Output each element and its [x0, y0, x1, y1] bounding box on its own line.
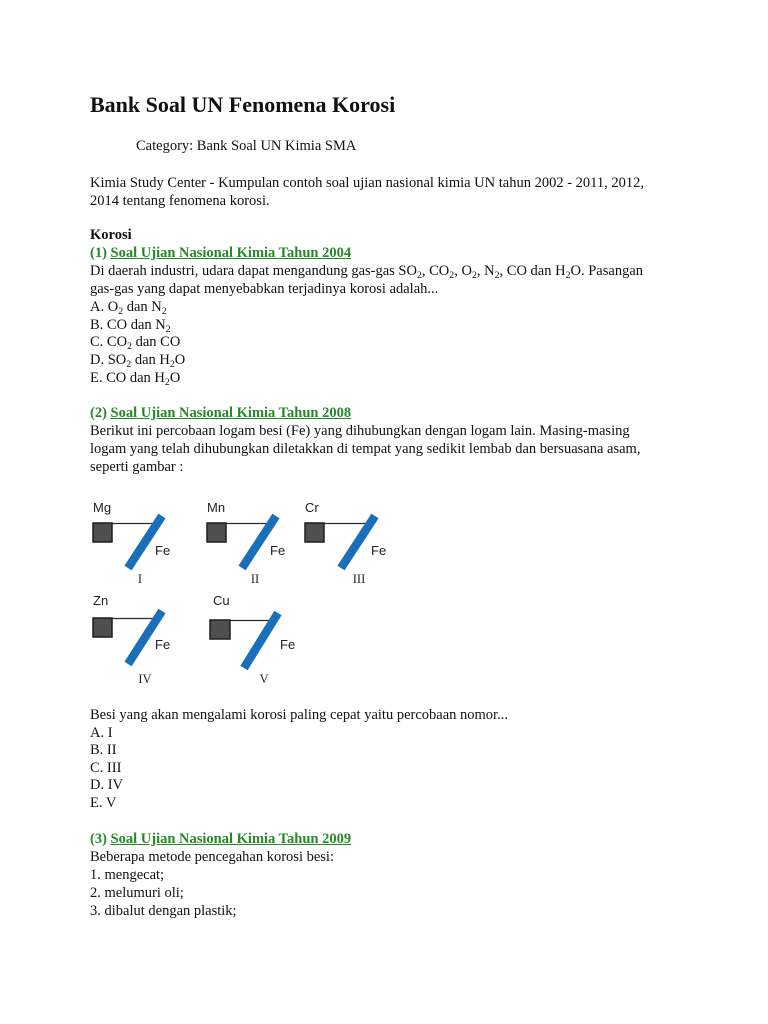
- question-number: (1): [90, 244, 107, 261]
- text-run: , O: [454, 262, 472, 279]
- list-item: 1. mengecat;: [90, 866, 165, 883]
- question-2-stem-line: seperti gambar :: [90, 458, 184, 475]
- subscript: 2: [565, 269, 571, 281]
- answer-option: C. III: [90, 759, 122, 776]
- subscript: 2: [127, 341, 132, 353]
- intro-line: Kimia Study Center - Kumpulan contoh soal ujian nasional kimia UN tahun 2002 - 2011, 2012,: [90, 175, 645, 191]
- text-run: Di daerah industri, udara dapat mengandung gas-gas SO: [90, 262, 417, 279]
- text-run: , N: [476, 262, 495, 279]
- answer-option: B. II: [90, 742, 117, 759]
- iron-label: Fe: [371, 543, 387, 558]
- question-1-stem-line: [90, 263, 643, 281]
- metal-block: [93, 618, 112, 637]
- answer-option: [90, 334, 643, 352]
- iron-label: Fe: [155, 543, 171, 558]
- iron-label: Fe: [155, 637, 171, 652]
- question-2-heading: [90, 405, 640, 423]
- question-2-stem-line: Berikut ini percobaan logam besi (Fe) yang dihubungkan dengan logam lain. Masing-masing: [90, 422, 630, 439]
- list-item: 3. dibalut dengan plastik;: [90, 902, 237, 919]
- category-line: Category: Bank Soal UN Kimia SMA: [136, 138, 357, 154]
- metal-label: Zn: [93, 593, 109, 608]
- question-1: [90, 227, 643, 388]
- text-run: , CO: [421, 262, 450, 279]
- question-number: (3): [90, 831, 107, 847]
- subscript: 2: [494, 269, 500, 281]
- question-2: [90, 405, 640, 477]
- subscript: 2: [164, 377, 170, 388]
- experiment-1: [93, 500, 170, 586]
- text-run: O: [169, 370, 181, 387]
- experiment-number: II: [250, 572, 260, 586]
- answer-option: A. I: [90, 724, 113, 741]
- metal-label: Mn: [207, 500, 226, 515]
- experiment-number: IV: [138, 672, 152, 686]
- question-3: [90, 831, 351, 921]
- subscript: 2: [118, 305, 124, 317]
- subscript: 2: [169, 359, 175, 371]
- metal-block: [210, 620, 230, 639]
- iron-label: Fe: [270, 543, 286, 558]
- experiment-2: [207, 500, 285, 586]
- iron-label: Fe: [280, 637, 296, 652]
- subscript: 2: [161, 305, 167, 317]
- subscript: 2: [416, 269, 422, 281]
- text-run: B. CO dan N: [90, 316, 166, 333]
- text-run: , CO dan H: [499, 262, 566, 279]
- answer-option: [90, 352, 643, 370]
- text-run: O. Pasangan: [570, 262, 644, 279]
- answer-option: [90, 370, 643, 388]
- text-run: dan CO: [132, 334, 181, 351]
- section-heading: Korosi: [90, 227, 132, 243]
- experiment-number: V: [259, 672, 269, 686]
- answer-option: D. IV: [90, 777, 124, 794]
- metal-block: [305, 523, 324, 542]
- experiment-number: I: [137, 572, 143, 586]
- list-item: 2. melumuri oli;: [90, 884, 184, 901]
- metal-block: [207, 523, 226, 542]
- question-1-stem-line: gas-gas yang dapat menyebabkan terjadinya korosi adalah...: [90, 280, 439, 297]
- question-2-stem-line: logam yang telah dihubungkan diletakkan di tempat yang sedikit lembab dan bersuasana asam,: [90, 440, 641, 457]
- text-run: O: [174, 352, 186, 369]
- metal-label: Cu: [213, 593, 230, 608]
- page-title: Bank Soal UN Fenomena Korosi: [90, 92, 396, 117]
- text-run: dan N: [123, 298, 162, 315]
- experiment-5: [210, 593, 295, 686]
- corrosion-experiment-figure: [0, 490, 768, 700]
- text-run: D. SO: [90, 352, 127, 369]
- text-run: A. O: [90, 298, 119, 315]
- metal-label: Cr: [305, 500, 319, 515]
- subscript: 2: [165, 323, 171, 335]
- text-run: dan H: [131, 352, 170, 369]
- answer-option: [90, 299, 643, 317]
- metal-label: Mg: [93, 500, 112, 515]
- question-1-link[interactable]: Soal Ujian Nasional Kimia Tahun 2004: [110, 244, 352, 261]
- answer-option: [90, 317, 643, 335]
- question-2-link[interactable]: Soal Ujian Nasional Kimia Tahun 2008: [110, 405, 352, 421]
- intro-paragraph: [90, 175, 644, 210]
- experiment-3: [305, 500, 386, 586]
- text-run: E. CO dan H: [90, 370, 165, 387]
- metal-block: [93, 523, 112, 542]
- answer-option: E. V: [90, 794, 117, 811]
- question-1-heading: [90, 245, 643, 263]
- subscript: 2: [449, 269, 455, 281]
- question-3-link[interactable]: Soal Ujian Nasional Kimia Tahun 2009: [110, 831, 352, 847]
- intro-line: 2014 tentang fenomena korosi.: [90, 192, 270, 209]
- experiment-4: [93, 593, 170, 686]
- subscript: 2: [471, 269, 477, 281]
- text-run: C. CO: [90, 334, 128, 351]
- question-3-stem: Beberapa metode pencegahan korosi besi:: [90, 848, 334, 865]
- question-number: (2): [90, 405, 107, 421]
- question-3-heading: [90, 831, 351, 849]
- question-2-question: Besi yang akan mengalami korosi paling cepat yaitu percobaan nomor...: [90, 707, 508, 723]
- question-2-prompt: [90, 707, 508, 813]
- experiment-number: III: [352, 572, 366, 586]
- subscript: 2: [126, 359, 132, 371]
- iron-bar: [244, 613, 278, 668]
